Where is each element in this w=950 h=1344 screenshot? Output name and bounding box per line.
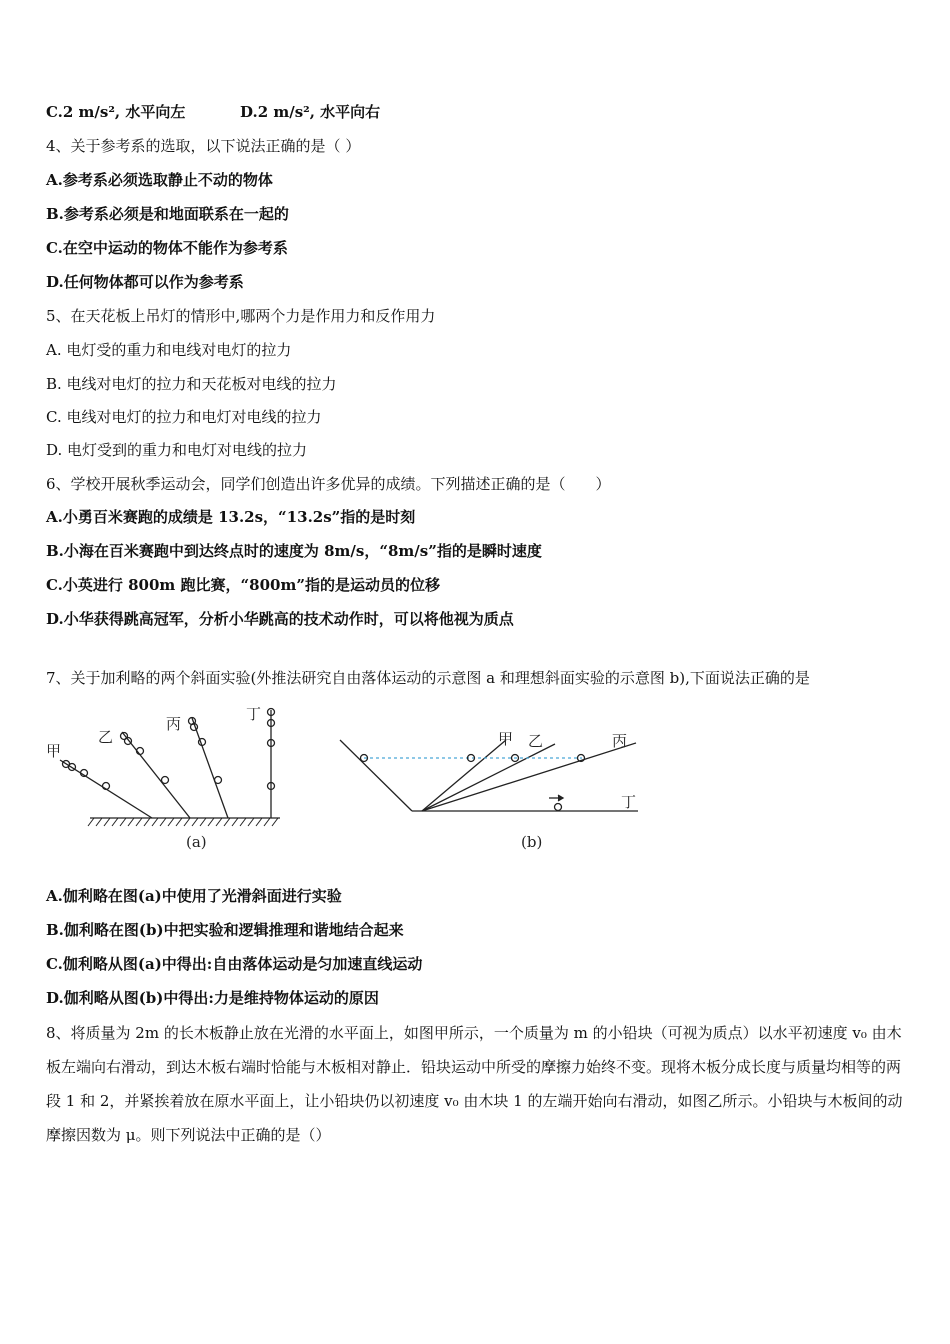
label-b-jia: 甲 xyxy=(498,730,514,748)
label-a-yi: 乙 xyxy=(98,728,114,746)
incline-b-bing xyxy=(422,743,636,811)
q5-option-d: D. 电灯受到的重力和电灯对电线的拉力 xyxy=(46,441,308,459)
q7-figure xyxy=(40,700,920,860)
q7-stem: 7、关于加利略的两个斜面实验(外推法研究自由落体运动的示意图 a 和理想斜面实验的示意图 b),下面说法正确的是 xyxy=(46,669,810,687)
q4-option-d: D.任何物体都可以作为参考系 xyxy=(46,273,244,291)
q3-option-d: D.2 m/s², 水平向右 xyxy=(240,103,381,121)
label-a-jia: 甲 xyxy=(46,742,62,760)
caption-b: (b) xyxy=(521,833,543,851)
q4-option-a: A.参考系必须选取静止不动的物体 xyxy=(46,171,273,189)
label-b-yi: 乙 xyxy=(528,732,544,750)
left-incline xyxy=(340,740,412,811)
q7-option-d: D.伽利略从图(b)中得出:力是维持物体运动的原因 xyxy=(46,989,379,1007)
q7-option-a: A.伽利略在图(a)中使用了光滑斜面进行实验 xyxy=(46,887,342,905)
q6-option-c: C.小英进行 800m 跑比赛，“800m”指的是运动员的位移 xyxy=(46,576,440,594)
balls-b xyxy=(361,755,585,811)
q5-stem: 5、在天花板上吊灯的情形中,哪两个力是作用力和反作用力 xyxy=(46,307,436,325)
q4-option-c: C.在空中运动的物体不能作为参考系 xyxy=(46,239,288,257)
label-a-bing: 丙 xyxy=(166,715,182,733)
label-b-ding: 丁 xyxy=(621,793,637,811)
q7-figure-svg xyxy=(40,700,920,860)
q7-option-c: C.伽利略从图(a)中得出:自由落体运动是匀加速直线运动 xyxy=(46,955,423,973)
q5-option-b: B. 电线对电灯的拉力和天花板对电线的拉力 xyxy=(46,375,337,393)
q7-option-b: B.伽利略在图(b)中把实验和逻辑推理和谐地结合起来 xyxy=(46,921,404,939)
arrow-head-icon xyxy=(558,795,563,801)
figure-b xyxy=(340,740,638,811)
caption-a: (a) xyxy=(186,833,207,851)
q8-text xyxy=(46,1016,908,1152)
q5-option-a: A. 电灯受的重力和电线对电灯的拉力 xyxy=(46,341,292,359)
q4-option-b: B.参考系必须是和地面联系在一起的 xyxy=(46,205,289,223)
q6-option-b: B.小海在百米赛跑中到达终点时的速度为 8m/s，“8m/s”指的是瞬时速度 xyxy=(46,542,542,560)
q6-option-a: A.小勇百米赛跑的成绩是 13.2s，“13.2s”指的是时刻 xyxy=(46,508,416,526)
q8-paragraph: 8、将质量为 2m 的长木板静止放在光滑的水平面上，如图甲所示，一个质量为 m 的小铅块（可视为质点）以水平初速度 v₀ 由木板左端向右滑动，到达木板右端时恰能与木板相对静止．铅块运动中所受的摩擦力始终不变。现将木板分成长度与质量均相等的两段 1 和 2，并紧挨着放在原水平面上，让小铅块仍以初速度 v₀ 由木块 1 的左端开始向右滑动，如图乙所示。小铅块与木板间的动摩擦因数为 μ。则下列说法中正确的是（） xyxy=(46,1024,903,1144)
ground-hatch xyxy=(88,818,278,826)
q3-option-c: C.2 m/s², 水平向左 xyxy=(46,103,186,121)
label-a-ding: 丁 xyxy=(246,705,262,723)
q6-stem: 6、学校开展秋季运动会，同学们创造出许多优异的成绩。下列描述正确的是（ ） xyxy=(46,475,611,493)
label-b-bing: 丙 xyxy=(612,732,628,750)
incline-bing xyxy=(192,718,228,818)
q6-option-d: D.小华获得跳高冠军，分析小华跳高的技术动作时，可以将他视为质点 xyxy=(46,610,514,628)
q5-option-c: C. 电线对电灯的拉力和电灯对电线的拉力 xyxy=(46,408,322,426)
q4-stem: 4、关于参考系的选取，以下说法正确的是（ ） xyxy=(46,137,361,155)
